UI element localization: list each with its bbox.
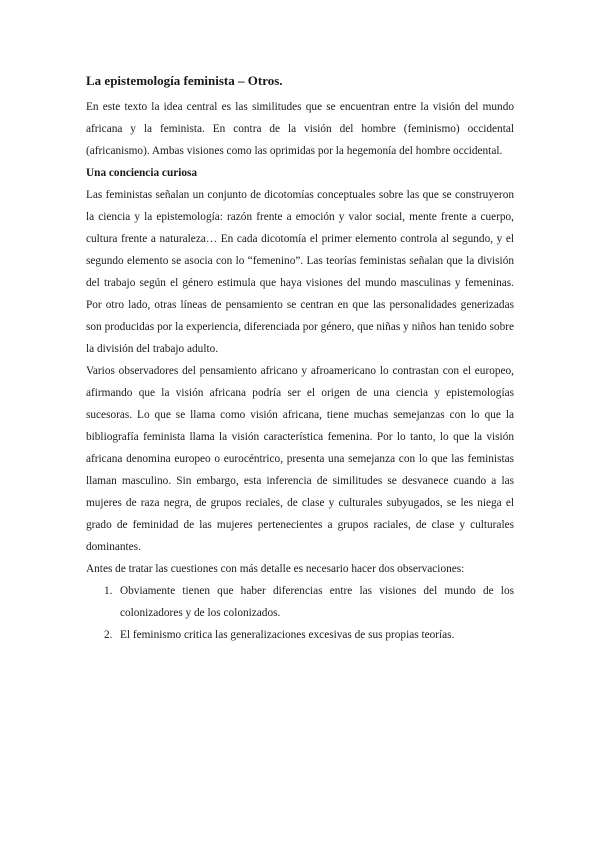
list-item-text: Obviamente tienen que haber diferencias entre las visiones del mundo de los colonizadores y de los colonizados.: [120, 585, 514, 619]
observations-list: [86, 580, 514, 646]
document-title: La epistemología feminista – Otros.: [86, 73, 283, 88]
list-item: [86, 580, 514, 624]
body-paragraph-3: Antes de tratar las cuestiones con más detalle es necesario hacer dos observaciones:: [86, 563, 465, 575]
list-item-number: 1.: [104, 585, 113, 597]
document-page: [86, 72, 514, 646]
body-paragraph-2: Varios observadores del pensamiento africano y afroamericano lo contrastan con el europeo, afirmando que la visión africana podría ser el origen de una ciencia y epistemologías sucesoras. Lo que se llama como visión africana, tiene muchas semejanzas con lo que la bibliografía feminista llama la visión característica femenina. Por lo tanto, lo que la visión africana denomina europeo o eurocéntrico, presenta una semejanza con lo que las feministas llaman masculino. Sin embargo, esta inferencia de similitudes se desvanece cuando a las mujeres de raza negra, de grupos reciales, de clase y culturales subyugados, se les niega el grado de feminidad de las mujeres pertenecientes a grupos raciales, de clase y culturales dominantes.: [86, 365, 514, 553]
list-item: [86, 624, 514, 646]
list-item-number: 2.: [104, 629, 113, 641]
section-heading: Una conciencia curiosa: [86, 167, 198, 179]
intro-paragraph: En este texto la idea central es las similitudes que se encuentran entre la visión del mundo africana y la feminista. En contra de la visión del hombre (feminismo) occidental (africanismo). Ambas visiones como las oprimidas por la hegemonía del hombre occidental.: [86, 101, 514, 157]
list-item-text: El feminismo critica las generalizaciones excesivas de sus propias teorías.: [120, 629, 455, 641]
body-paragraph-1: Las feministas señalan un conjunto de dicotomías conceptuales sobre las que se construyeron la ciencia y la epistemología: razón frente a emoción y valor social, mente frente a cuerpo, cultura frente a naturaleza… En cada dicotomía el primer elemento controla al segundo, y el segundo elemento se asocia con lo “femenino”. Las teorías feministas señalan que la división del trabajo según el género estimula que haya visiones del mundo masculinas y femeninas. Por otro lado, otras líneas de pensamiento se centran en que las personalidades generizadas son producidas por la experiencia, diferenciada por género, que niñas y niños han tenido sobre la división del trabajo adulto.: [86, 189, 514, 355]
